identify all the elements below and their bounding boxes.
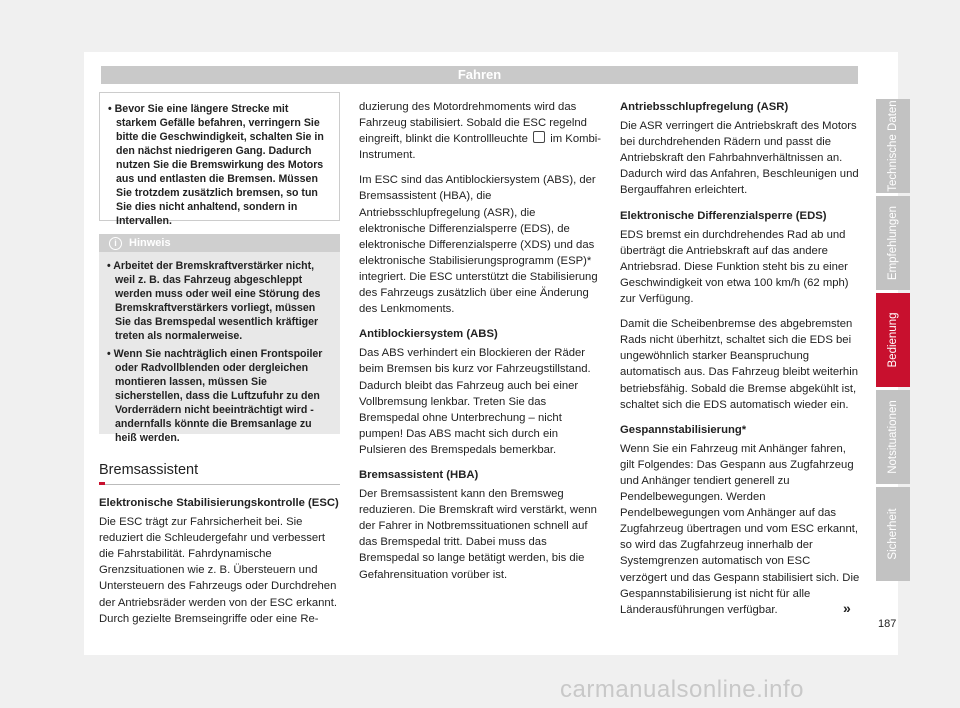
tab-technische-daten[interactable]: Technische Daten <box>876 99 910 193</box>
page-header: Fahren <box>101 66 858 84</box>
abs-text: Das ABS verhindert ein Blockieren der Räder beim Bremsen bis kurz vor Fahrzeugstillstand. Dadurch bleibt das Fahrzeug auch bei einer Vollbremsung lenkbar. Treten Sie das Bremspedal ohne Unterbrechung – nicht pumpen! Das ABS macht sich durch ein Pulsieren des Bremspedals bemerkbar. <box>359 347 591 456</box>
warning-text: • Bevor Sie eine längere Strecke mit starkem Gefälle befahren, verringern Sie bitte die Geschwindigkeit, schalten Sie in den nächst niedrigeren Gang. Dadurch nutzen Sie die Bremswirkung des Motors aus und entlasten die Bremsen. Müssen Sie trotzdem zusätzlich bremsen, so tun Sie dies nicht anhaltend, sondern in Intervallen. <box>108 103 324 227</box>
hint-item: • Wenn Sie nachträglich einen Frontspoiler oder Radvollblenden oder dergleichen montieren lassen, müssen Sie sicherstellen, dass die Luftzufuhr zu den Vorderrädern nicht beeinträchtigt wird - andernfalls könnte die Bremsanlage zu heiß werden. <box>107 348 323 444</box>
watermark: carmanualsonline.info <box>560 676 804 703</box>
eds-text: Damit die Scheibenbremse des abgebremsten Rads nicht überhitzt, schaltet sich die EDS bei ungewöhnlich starker Beanspruchung automatisch aus. Das Fahrzeug bleibt weiterhin betriebsfähig. Sobald die Bremse abgekühlt ist, schaltet sich die EDS automatisch wieder ein. <box>620 318 858 411</box>
tab-bedienung[interactable]: Bedienung <box>876 293 910 387</box>
asr-heading: Antriebsschlupfregelung (ASR) <box>620 101 789 113</box>
hint-title: Hinweis <box>129 237 171 249</box>
hba-text: Der Bremsassistent kann den Bremsweg reduzieren. Die Bremskraft wird verstärkt, wenn der Fahrer in Notbremssituationen schnell auf das Bremspedal tritt. Dabei muss das Bremspedal so lange betätigt werden, bis die Gefahrensituation vorüber ist. <box>359 488 597 581</box>
esc-heading: Elektronische Stabilisierungskontrolle (ESC) <box>99 497 339 509</box>
eds-heading: Elektronische Differenzialsperre (EDS) <box>620 209 827 222</box>
eds-text: EDS bremst ein durchdrehendes Rad ab und überträgt die Antriebskraft auf das andere Antriebsrad. Diese Funktion steht bis zu einer Geschwindigkeit von etwa 100 km/h (62 mph) zur Verfügung. <box>620 228 849 306</box>
column-1 <box>99 495 342 636</box>
abs-heading: Antiblockiersystem (ABS) <box>359 328 498 341</box>
tab-sicherheit[interactable]: Sicherheit <box>876 487 910 581</box>
continue-marker: » <box>843 600 851 616</box>
column-3 <box>620 99 860 627</box>
warning-box <box>99 92 340 227</box>
gsp-text: Wenn Sie ein Fahrzeug mit Anhänger fahren, gilt Folgendes: Das Gespann aus Zugfahrzeug und Anhänger tendiert generell zu Pendelbewegungen. Werden Pendelbewegungen vom Anhänger auf das Zugfahrzeug übertragen und vom ESC erkannt, so wird das Zugfahrzeug innerhalb der Systemgrenzen automatisch von ESC verzögert und das Gespann stabilisiert sich. Die Gespannstabilisierung ist nicht für alle Länderausführungen verfügbar. <box>620 442 860 616</box>
gsp-heading: Gespannstabilisierung* <box>620 423 747 436</box>
section-tabs <box>876 99 910 584</box>
esc-systems-text: Im ESC sind das Antiblockiersystem (ABS), der Bremsassistent (HBA), die Antriebsschlupfregelung (ASR), die elektronische Differenzialsperre (EDS), de elektronische Differenzialsperre (XDS) und das elektronische Stabilisierungsprogramm (ESP)* integriert. Die ESC unterstützt die Stabilisierung des Fahrzeugs zusätzlich über eine Änderung des Lenkmoments. <box>359 174 598 316</box>
tab-notsituationen[interactable]: Notsituationen <box>876 390 910 484</box>
esc-warning-light-icon <box>533 131 545 143</box>
esc-text-cont: duzierung des Motordrehmoments wird das Fahrzeug stabilisiert. Sobald die ESC regelnd eingreift, blinkt die Kontrollleuchte im Kombi-Instrument. <box>359 101 602 162</box>
column-2 <box>359 99 602 592</box>
section-title: Bremsassistent <box>99 462 199 478</box>
asr-text: Die ASR verringert die Antriebskraft des Motors bei durchdrehenden Rädern und passt die Antriebskraft den Fahrbahnverhältnissen an. Dadurch wird das Anfahren, Beschleunigen und Bergauffahren erleichtert. <box>620 120 859 197</box>
page-number: 187 <box>878 618 897 630</box>
tab-empfehlungen[interactable]: Empfehlungen <box>876 196 910 290</box>
esc-text: Die ESC trägt zur Fahrsicherheit bei. Sie reduziert die Schleudergefahr und verbessert die Fahrstabilität. Fahrdynamische Grenzsituationen wie z. B. Übersteuern und Untersteuern des Fahrzeugs oder Durchdrehen der Antriebsräder werden von der ESC erkannt. Durch gezielte Bremseingriffe oder eine Re- <box>99 516 337 625</box>
hint-item: • Arbeitet der Bremskraftverstärker nicht, weil z. B. das Fahrzeug abgeschleppt werden muss oder weil eine Störung des Bremskraftverstärkers vorliegt, müssen Sie das Bremspedal wesentlich kräftiger treten als normalerweise. <box>107 260 321 342</box>
hba-heading: Bremsassistent (HBA) <box>359 468 479 481</box>
section-divider <box>99 484 340 485</box>
section-accent-mark <box>99 482 105 485</box>
hint-header <box>99 234 340 252</box>
info-icon: i <box>109 237 122 250</box>
hint-box <box>99 234 340 444</box>
